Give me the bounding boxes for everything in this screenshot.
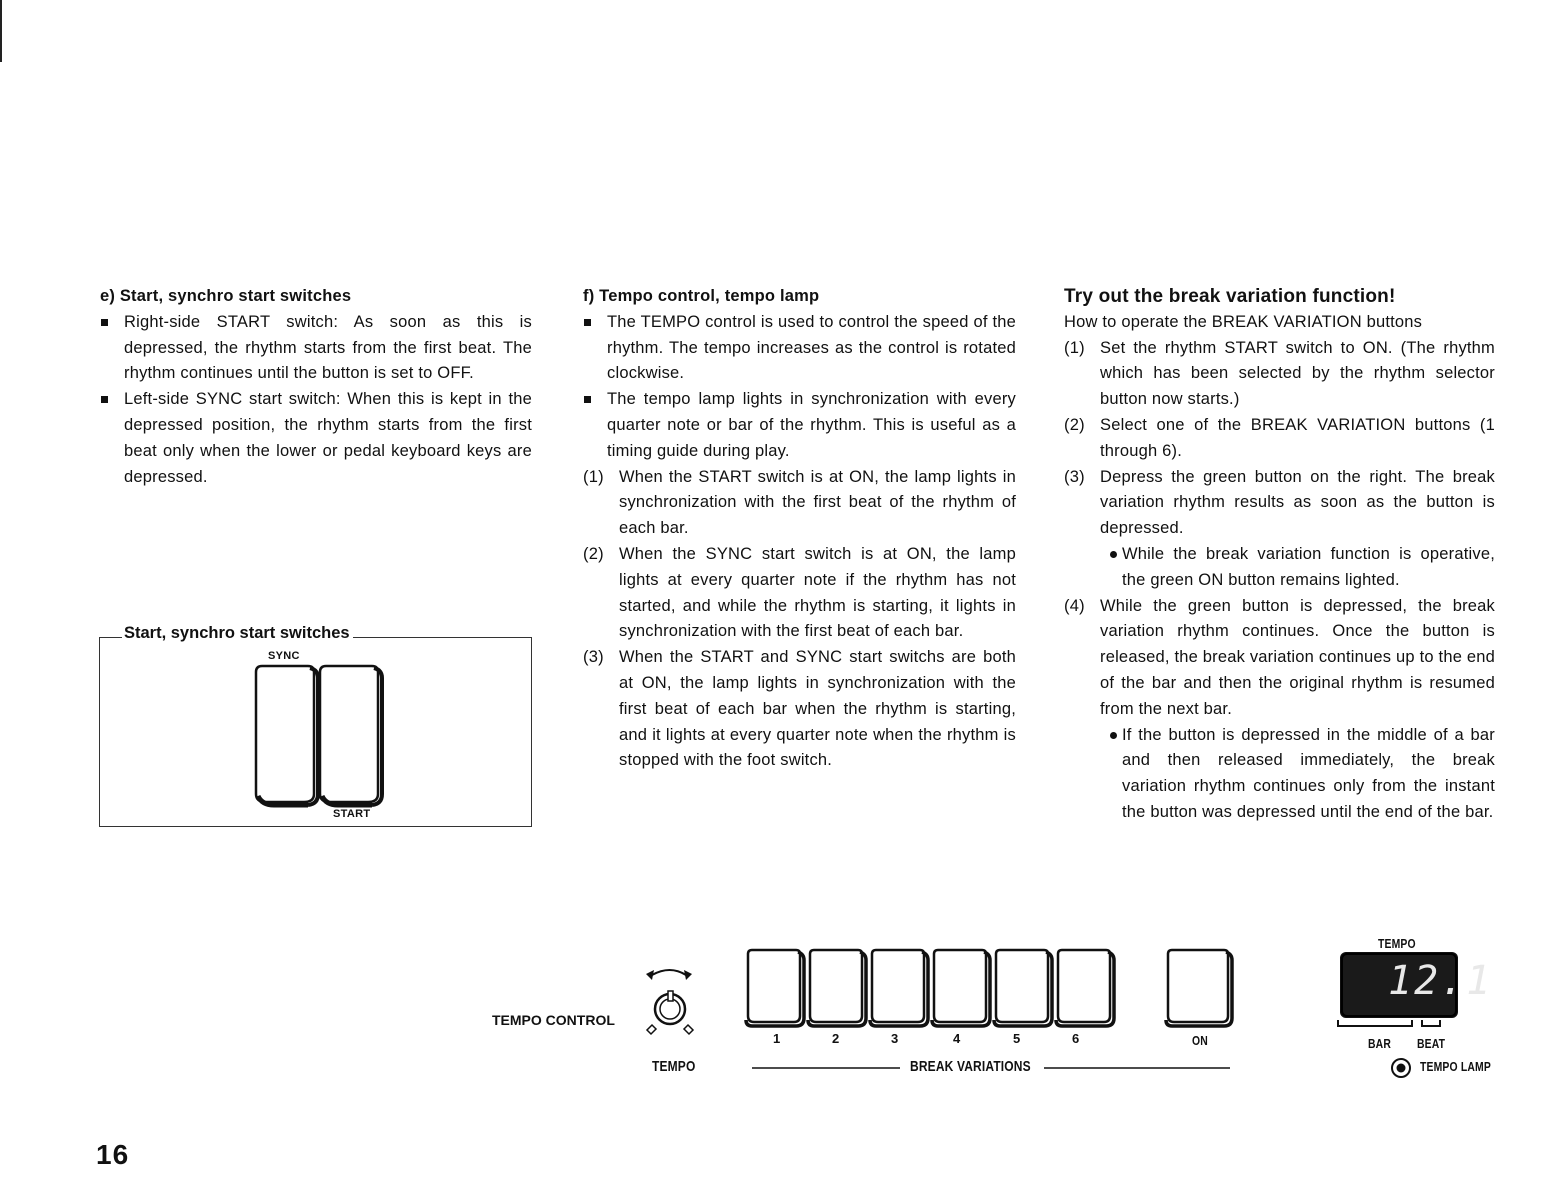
display-title: TEMPO [1378,936,1416,951]
break-number: 4 [953,1031,961,1046]
bullet-square-icon [101,396,108,403]
break-number: 6 [1072,1031,1080,1046]
section-e-item: Left-side SYNC start switch: When this is kept in the depressed position, the rhythm starts from the first beat only when the lower or pedal keyboard keys are depressed. [100,387,532,490]
section-g-step: (4) While the green button is depressed, the break variation rhythm continues. Once the button is released, the break variation continues up to the end of the bar and then the original rhythm is resumed from the next bar. [1064,596,1495,718]
section-g-step: (2) Select one of the BREAK VARIATION buttons (1 through 6). [1064,415,1495,460]
section-g-step: (3) Depress the green button on the right. The break variation rhythm results as soon as the button is depressed. [1064,467,1495,538]
bullet-dot-icon [1110,551,1117,558]
section-g-note: If the button is depressed in the middle of a bar and then released immediately, the break variation rhythm continues only from the instant the button was depressed until the end of the bar. [1064,723,1495,826]
section-f [583,284,1016,774]
bullet-dot-icon [1110,732,1117,739]
page-number: 16 [96,1139,130,1170]
section-f-step: (3) When the START and SYNC start switchs are both at ON, the lamp lights in synchronization with the first beat of each bar when the rhythm is starting, and it lights at every quarter note when the rhythm is stopped with the foot switch. [583,648,1016,770]
bullet-square-icon [584,396,591,403]
tempo-knob-label: TEMPO [652,1058,696,1075]
break-number: 1 [773,1031,781,1046]
start-label: START [333,808,371,820]
section-f-heading: f) Tempo control, tempo lamp [583,287,820,305]
section-g-note: While the break variation function is operative, the green ON button remains lighted. [1064,542,1495,594]
section-f-bullet: The tempo lamp lights in synchronization with every quarter note or bar of the rhythm. This is useful as a timing guide during play. [583,387,1016,464]
section-g-heading: Try out the break variation function! [1064,286,1396,307]
section-g-step: (1) Set the rhythm START switch to ON. (The rhythm which has been selected by the rhythm selector button now starts.) [1064,338,1495,409]
section-f-step: (1) When the START switch is at ON, the lamp lights in synchronization with the first beat of the rhythm of each bar. [583,467,1016,538]
section-g-intro: How to operate the BREAK VARIATION buttons [1064,312,1423,331]
page-edge-line [0,0,2,62]
section-e [100,284,532,490]
start-switches-figure [99,624,532,827]
break-number: 5 [1013,1031,1021,1046]
beat-label: BEAT [1417,1036,1446,1051]
on-label: ON [1192,1033,1208,1048]
section-g [1064,284,1495,826]
sync-label: SYNC [268,650,300,662]
tempo-display-reading: 12.1 [1388,958,1493,1004]
break-number: 3 [891,1031,899,1046]
tempo-lamp-label: TEMPO LAMP [1420,1059,1491,1074]
section-e-item: Right-side START switch: As soon as this is depressed, the rhythm starts from the first beat. The rhythm continues until the button is set to OFF. [100,310,532,387]
bullet-square-icon [101,319,108,326]
bullet-square-icon [584,319,591,326]
tempo-knob-icon [646,970,693,1034]
start-switch-icon [320,666,382,805]
on-button-icon [1166,950,1232,1026]
sync-switch-icon [256,666,318,805]
tempo-lamp-icon [1392,1059,1410,1077]
section-e-heading: e) Start, synchro start switches [100,287,352,305]
bar-label: BAR [1368,1036,1392,1051]
switch-buttons-drawing [252,662,392,812]
section-f-step: (2) When the SYNC start switch is at ON, the lamp lights at every quarter note if the rhythm has not started, and while the rhythm is starting, it lights in synchronization with the first beat of each bar. [583,544,1016,641]
break-variation-buttons [746,950,1114,1026]
break-variations-label: BREAK VARIATIONS [910,1058,1031,1075]
tempo-control-label: TEMPO CONTROL [492,1012,615,1028]
section-f-bullet: The TEMPO control is used to control the speed of the rhythm. The tempo increases as the control is rotated clockwise. [583,310,1016,387]
break-number: 2 [832,1031,840,1046]
figure-title: Start, synchro start switches [122,624,353,643]
